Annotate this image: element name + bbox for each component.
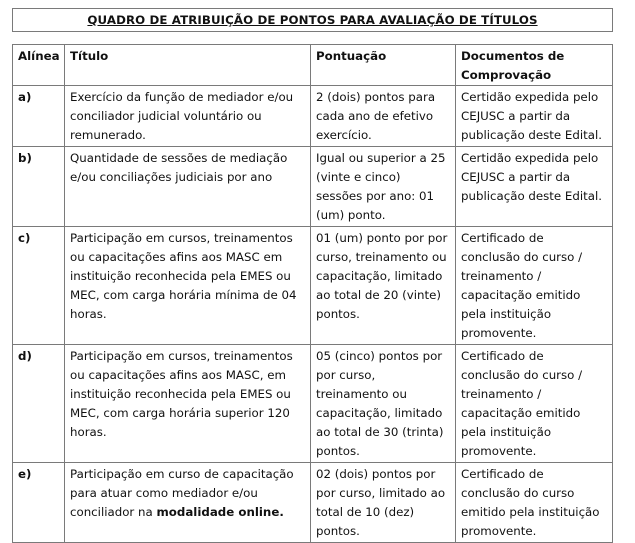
alinea-cell: e) <box>13 463 65 543</box>
titulo-cell: Participação em cursos, treinamentos ou capacitações afins aos MASC, em instituição reconhecida pela EMES ou MEC, com carga horária superior 120 horas. <box>65 345 311 463</box>
documentos-cell: Certificado de conclusão do curso / treinamento / capacitação emitido pela instituição promovente. <box>456 227 613 345</box>
pontuacao-cell: 02 (dois) pontos por por curso, limitado ao total de 10 (dez) pontos. <box>311 463 456 543</box>
pontuacao-cell: Igual ou superior a 25 (vinte e cinco) sessões por ano: 01 (um) ponto. <box>311 147 456 227</box>
header-alinea: Alínea <box>13 45 65 86</box>
pontuacao-cell: 05 (cinco) pontos por por curso, treinamento ou capacitação, limitado ao total de 30 (trinta) pontos. <box>311 345 456 463</box>
document-title: QUADRO DE ATRIBUIÇÃO DE PONTOS PARA AVALIAÇÃO DE TÍTULOS <box>12 8 613 32</box>
alinea-cell: d) <box>13 345 65 463</box>
documentos-cell: Certidão expedida pelo CEJUSC a partir da publicação deste Edital. <box>456 86 613 147</box>
pontuacao-cell: 2 (dois) pontos para cada ano de efetivo exercício. <box>311 86 456 147</box>
points-table <box>12 44 613 543</box>
titulo-cell: Quantidade de sessões de mediação e/ou conciliações judiciais por ano <box>65 147 311 227</box>
table-header-row <box>13 45 613 86</box>
titulo-text: Participação em curso de capacitação para atuar como mediador e/ou conciliador na <box>70 467 294 519</box>
table-row <box>13 463 613 543</box>
header-documentos: Documentos de Comprovação <box>456 45 613 86</box>
titulo-cell: Participação em cursos, treinamentos ou capacitações afins aos MASC em instituição reconhecida pela EMES ou MEC, com carga horária mínima de 04 horas. <box>65 227 311 345</box>
titulo-emphasis: modalidade online. <box>156 505 284 519</box>
titulo-cell <box>65 463 311 543</box>
titulo-cell: Exercício da função de mediador e/ou conciliador judicial voluntário ou remunerado. <box>65 86 311 147</box>
alinea-cell: b) <box>13 147 65 227</box>
table-row <box>13 147 613 227</box>
documentos-cell: Certificado de conclusão do curso emitido pela instituição promovente. <box>456 463 613 543</box>
documentos-cell: Certidão expedida pelo CEJUSC a partir da publicação deste Edital. <box>456 147 613 227</box>
alinea-cell: c) <box>13 227 65 345</box>
documentos-cell: Certificado de conclusão do curso / treinamento / capacitação emitido pela instituição promovente. <box>456 345 613 463</box>
header-titulo: Título <box>65 45 311 86</box>
alinea-cell: a) <box>13 86 65 147</box>
pontuacao-cell: 01 (um) ponto por por curso, treinamento ou capacitação, limitado ao total de 20 (vinte) pontos. <box>311 227 456 345</box>
table-row <box>13 227 613 345</box>
table-row <box>13 345 613 463</box>
header-pontuacao: Pontuação <box>311 45 456 86</box>
table-row <box>13 86 613 147</box>
